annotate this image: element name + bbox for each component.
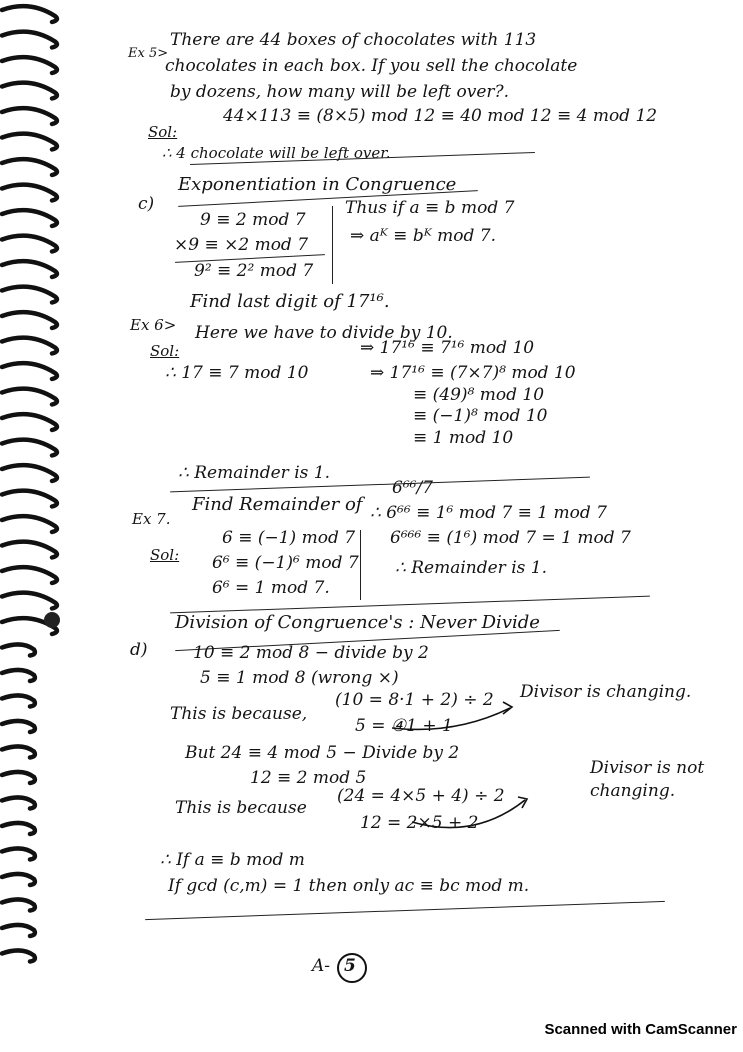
section-d-title: Division of Congruence's : Never Divide xyxy=(175,612,540,633)
ex7-left-step: 6⁶ = 1 mod 7. xyxy=(212,578,330,598)
section-d-line: 10 ≡ 2 mod 8 − divide by 2 xyxy=(193,643,429,663)
divisor-note: Divisor is changing. xyxy=(520,682,692,702)
division-line: 5 = ④1 + 1 xyxy=(355,716,453,736)
section-c-marker: c) xyxy=(138,194,155,214)
ex7-title: Find Remainder of xyxy=(192,494,363,515)
ex7-left-step: 6⁶ ≡ (−1)⁶ mod 7 xyxy=(212,553,359,573)
section-d-line: 5 ≡ 1 mod 8 (wrong ×) xyxy=(200,668,399,688)
congruence-line: 9 ≡ 2 mod 7 xyxy=(200,210,306,230)
ex7-expression: 6⁶⁶/7 xyxy=(392,478,433,498)
ex5-conclusion: ∴ 4 chocolate will be left over. xyxy=(162,144,391,162)
scanner-watermark: Scanned with CamScanner xyxy=(544,1021,737,1038)
ex6-step: ≡ (49)⁸ mod 10 xyxy=(413,385,545,405)
ex6-title: Find last digit of 17¹⁶. xyxy=(190,291,390,312)
congruence-line: ×9 ≡ ×2 mod 7 xyxy=(174,235,309,255)
page-label: A- xyxy=(312,956,331,976)
ex7-right-step: ∴ Remainder is 1. xyxy=(395,558,547,578)
ex6-step: ≡ (−1)⁸ mod 10 xyxy=(413,406,548,426)
because-label: This is because xyxy=(175,798,307,818)
ex7-sol-label: Sol: xyxy=(150,546,180,564)
ex5-line-2: chocolates in each box. If you sell the chocolate xyxy=(165,56,578,76)
section-c-implication: ⇒ aᴷ ≡ bᴷ mod 7. xyxy=(350,226,496,246)
page-number: 5 xyxy=(344,956,356,976)
ex5-sol-label: Sol: xyxy=(148,123,178,141)
ex6-result: ∴ Remainder is 1. xyxy=(178,463,330,483)
section-d-marker: d) xyxy=(130,640,148,660)
final-rule-line: ∴ If a ≡ b mod m xyxy=(160,850,305,870)
section-d-line: 12 ≡ 2 mod 5 xyxy=(250,768,367,788)
ex6-step-left: ∴ 17 ≡ 7 mod 10 xyxy=(165,363,309,383)
divisor-note: Divisor is not xyxy=(590,758,705,778)
because-label: This is because, xyxy=(170,704,308,724)
ex6-step: ≡ 1 mod 10 xyxy=(413,428,514,448)
final-rule-line: If gcd (c,m) = 1 then only ac ≡ bc mod m. xyxy=(168,876,530,896)
section-d-line: But 24 ≡ 4 mod 5 − Divide by 2 xyxy=(185,743,460,763)
ex6-step: ⇒ 17¹⁶ ≡ (7×7)⁸ mod 10 xyxy=(370,363,576,383)
congruence-line: 9² ≡ 2² mod 7 xyxy=(194,261,314,281)
ex6-step: ⇒ 17¹⁶ ≡ 7¹⁶ mod 10 xyxy=(360,338,535,358)
ex5-line-1: There are 44 boxes of chocolates with 113 xyxy=(170,30,537,50)
ex7-label: Ex 7. xyxy=(132,510,171,528)
division-line: 12 = 2×5 + 2 xyxy=(360,813,479,833)
ex7-left-step: 6 ≡ (−1) mod 7 xyxy=(222,528,356,548)
ex6-sol-label: Sol: xyxy=(150,342,180,360)
ex6-sol-text: Here we have to divide by 10. xyxy=(195,323,453,343)
divisor-note: changing. xyxy=(590,781,676,801)
ex6-label: Ex 6> xyxy=(130,316,177,334)
section-c-title: Exponentiation in Congruence xyxy=(178,174,457,195)
ex7-right-step: ∴ 6⁶⁶ ≡ 1⁶ mod 7 ≡ 1 mod 7 xyxy=(370,503,607,523)
ex5-solution: 44×113 ≡ (8×5) mod 12 ≡ 40 mod 12 ≡ 4 mod 12 xyxy=(223,106,658,126)
ex5-line-3: by dozens, how many will be left over?. xyxy=(170,82,510,102)
division-line: (24 = 4×5 + 4) ÷ 2 xyxy=(337,786,505,806)
division-line: (10 = 8·1 + 2) ÷ 2 xyxy=(335,690,494,710)
ex7-right-step: 6⁶⁶⁶ ≡ (1⁶) mod 7 = 1 mod 7 xyxy=(390,528,631,548)
ex5-label: Ex 5> xyxy=(128,46,169,61)
section-c-thus-line: Thus if a ≡ b mod 7 xyxy=(345,198,515,218)
